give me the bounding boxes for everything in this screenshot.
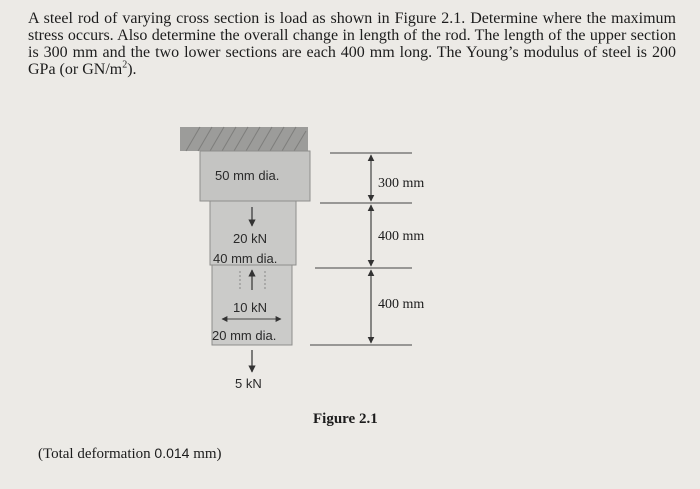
answer-suffix: mm) (189, 446, 222, 462)
dim-label-300: 300 mm (378, 176, 425, 191)
load-5kn-label: 5 kN (235, 376, 262, 391)
problem-text-end: ). (127, 61, 137, 78)
answer-value: 0.014 (154, 445, 190, 461)
superscript-exponent: 2 (122, 59, 128, 71)
dim-label-400-upper: 400 mm (378, 229, 425, 244)
load-10kn-label: 10 kN (233, 300, 267, 315)
total-deformation-answer (38, 445, 222, 463)
dim-label-400-lower: 400 mm (378, 297, 425, 312)
label-40mm-dia: 40 mm dia. (213, 251, 278, 266)
problem-text: A steel rod of varying cross section is load as shown in Figure 2.1. Determine where the maximum stress occurs. Also determine the overall change in length of the rod. The length of the upper section is 300 mm and the two lower sections are each 400 mm long. The Young’s modulus of steel is 200 GPa (or GN/m (28, 10, 676, 78)
load-20kn-label: 20 kN (233, 231, 267, 246)
label-50mm-dia: 50 mm dia. (215, 168, 280, 183)
figure-caption: Figure 2.1 (313, 411, 378, 427)
label-20mm-dia: 20 mm dia. (212, 328, 277, 343)
answer-prefix: (Total deformation (38, 446, 155, 462)
